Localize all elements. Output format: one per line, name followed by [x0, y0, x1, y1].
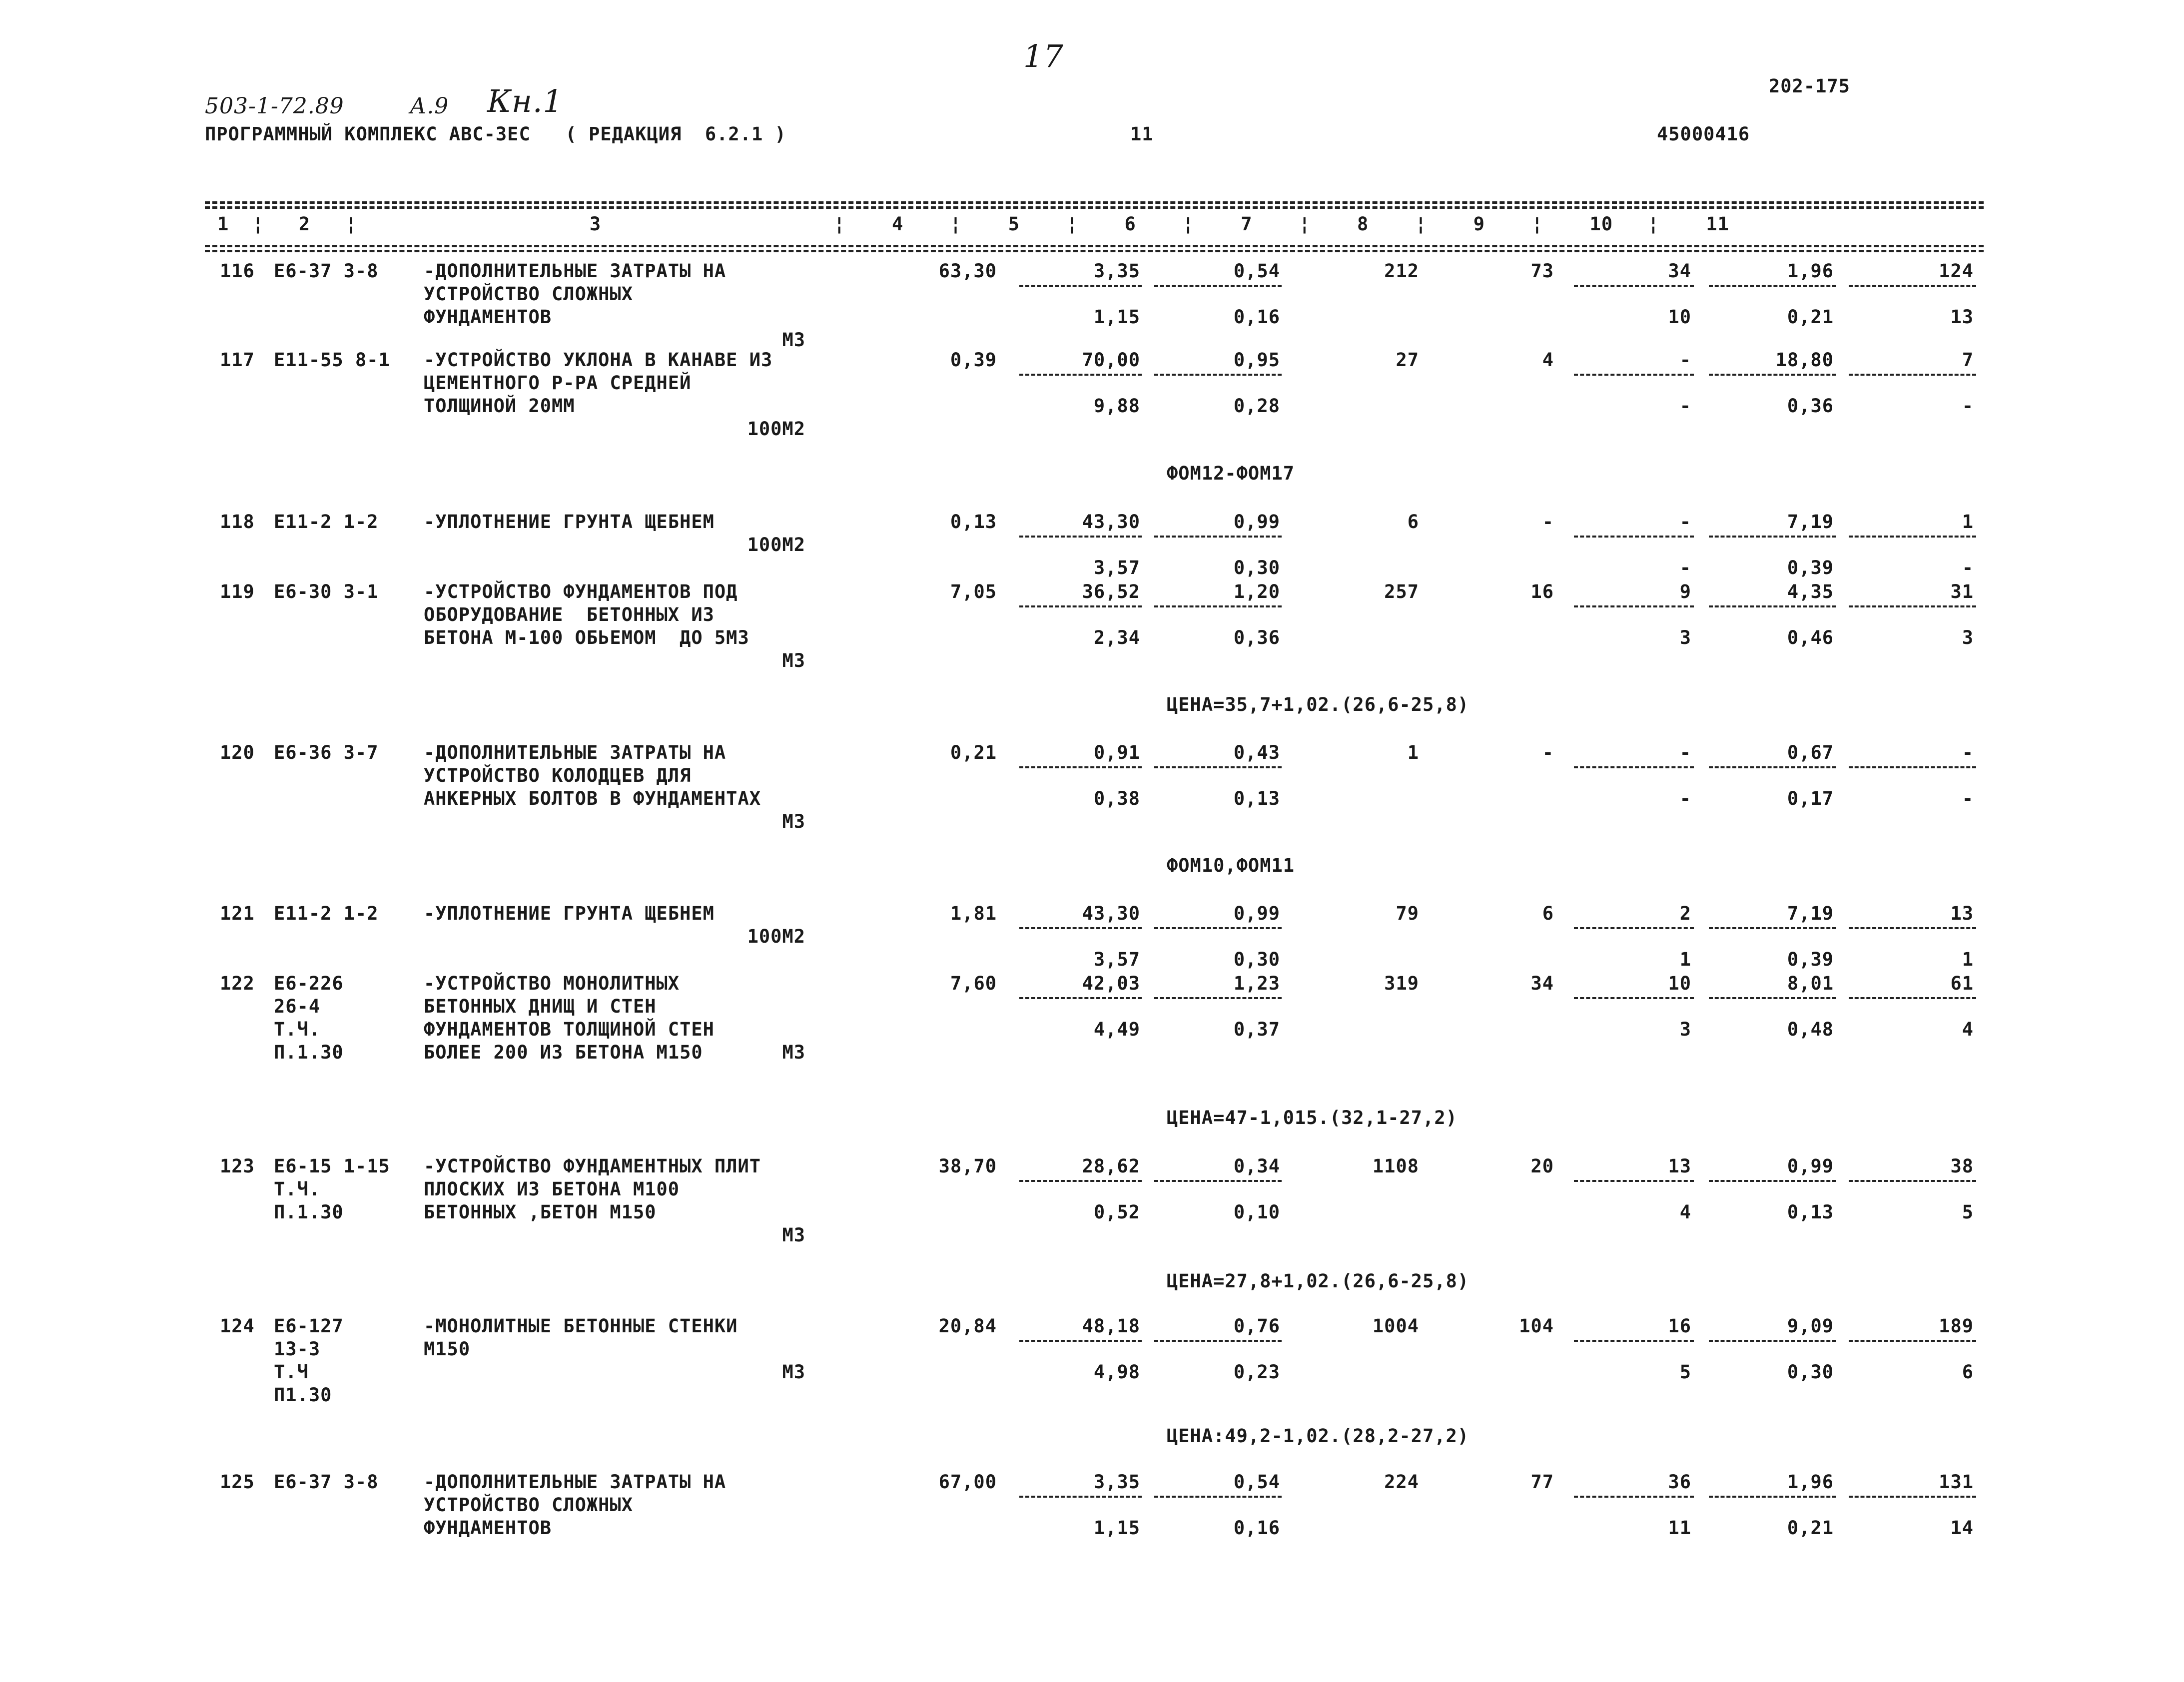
work-description: -ДОПОЛНИТЕЛЬНЫЕ ЗАТРАТЫ НА	[424, 1471, 727, 1493]
unit-price-value: 8,01	[1787, 973, 1834, 994]
unit-price-value: 43,30	[1082, 511, 1140, 533]
unit-price-value: 0,54	[1233, 1471, 1280, 1493]
unit-of-measure: М3	[782, 650, 805, 671]
unit-price-sub-value: 0,39	[1787, 557, 1834, 578]
unit-price-sub-value: -	[1962, 395, 1974, 417]
norm-code: П.1.30	[274, 1042, 344, 1063]
unit-price-value: 31	[1950, 581, 1974, 602]
wage-total-value: 77	[1530, 1471, 1554, 1493]
total-cost-value: 27	[1396, 349, 1419, 371]
fraction-rule	[1709, 1180, 1836, 1182]
unit-price-value: 189	[1939, 1315, 1974, 1337]
unit-price-sub-value: 0,52	[1093, 1201, 1140, 1223]
unit-price-value: 0,43	[1233, 742, 1280, 763]
fraction-rule	[1849, 374, 1976, 376]
total-cost-value: 319	[1384, 973, 1419, 994]
work-description: -УПЛОТНЕНИЕ ГРУНТА ЩЕБНЕМ	[424, 903, 715, 924]
unit-price-value: 36	[1668, 1471, 1691, 1493]
total-cost-value: 1004	[1372, 1315, 1419, 1337]
row-number: 118	[220, 511, 255, 533]
unit-price-sub-value: 0,28	[1233, 395, 1280, 417]
unit-price-sub-value: 4,98	[1093, 1361, 1140, 1383]
unit-price-sub-value: 4,49	[1093, 1019, 1140, 1040]
fraction-rule	[1019, 927, 1142, 929]
quantity-value: 0,39	[950, 349, 997, 371]
quantity-value: 67,00	[938, 1471, 997, 1493]
fraction-rule	[1154, 997, 1282, 999]
fraction-rule	[1019, 605, 1142, 607]
fraction-rule	[1019, 1496, 1142, 1498]
row-number: 116	[220, 260, 255, 282]
unit-price-value: 1,96	[1787, 260, 1834, 282]
unit-price-value: 1,23	[1233, 973, 1280, 994]
norm-code: Е11-55 8-1	[274, 349, 390, 371]
unit-price-value: 0,76	[1233, 1315, 1280, 1337]
row-number: 117	[220, 349, 255, 371]
wage-total-value: 104	[1519, 1315, 1554, 1337]
unit-price-value: 4,35	[1787, 581, 1834, 602]
unit-price-value: 1	[1962, 511, 1974, 533]
unit-price-sub-value: 5	[1679, 1361, 1691, 1383]
fraction-rule	[1709, 1340, 1836, 1342]
unit-price-value: 43,30	[1082, 903, 1140, 924]
unit-of-measure: М3	[782, 811, 805, 832]
fraction-rule	[1019, 536, 1142, 538]
quantity-value: 63,30	[938, 260, 997, 282]
unit-price-sub-value: 3,57	[1093, 557, 1140, 578]
work-description: ЦЕМЕНТНОГО Р-РА СРЕДНЕЙ	[424, 372, 692, 394]
wage-total-value: 4	[1542, 349, 1554, 371]
total-cost-value: 6	[1407, 511, 1419, 533]
unit-price-sub-value: 0,30	[1233, 557, 1280, 578]
unit-price-sub-value: 0,37	[1233, 1019, 1280, 1040]
fraction-rule	[1574, 997, 1694, 999]
fraction-rule	[1849, 1180, 1976, 1182]
work-description: БОЛЕЕ 200 ИЗ БЕТОНА М150	[424, 1042, 703, 1063]
unit-price-sub-value: 5	[1962, 1201, 1974, 1223]
unit-price-sub-value: 0,13	[1787, 1201, 1834, 1223]
work-description: -УСТРОЙСТВО ФУНДАМЕНТНЫХ ПЛИТ	[424, 1155, 761, 1177]
work-description: БЕТОННЫХ ,БЕТОН М150	[424, 1201, 657, 1223]
unit-price-sub-value: 9,88	[1093, 395, 1140, 417]
unit-of-measure: 100М2	[747, 418, 805, 440]
fraction-rule	[1849, 766, 1976, 768]
unit-price-value: 2	[1679, 903, 1691, 924]
unit-price-sub-value: 4	[1962, 1019, 1974, 1040]
work-description: -МОНОЛИТНЫЕ БЕТОННЫЕ СТЕНКИ	[424, 1315, 738, 1337]
row-number: 124	[220, 1315, 255, 1337]
total-cost-value: 79	[1396, 903, 1419, 924]
unit-price-value: 42,03	[1082, 973, 1140, 994]
unit-price-sub-value: 3	[1962, 627, 1974, 648]
unit-price-sub-value: 13	[1950, 306, 1974, 328]
total-cost-value: 1	[1407, 742, 1419, 763]
work-description: ФУНДАМЕНТОВ	[424, 1517, 552, 1539]
quantity-value: 7,05	[950, 581, 997, 602]
unit-price-value: 0,99	[1233, 511, 1280, 533]
work-description: УСТРОЙСТВО КОЛОДЦЕВ ДЛЯ	[424, 765, 692, 786]
unit-price-sub-value: -	[1962, 788, 1974, 809]
fraction-rule	[1574, 766, 1694, 768]
fraction-rule	[1709, 766, 1836, 768]
fraction-rule	[1709, 605, 1836, 607]
book-label: Кн.1	[487, 83, 563, 119]
wage-total-value: 16	[1530, 581, 1554, 602]
norm-code: Т.Ч.	[274, 1178, 321, 1200]
unit-price-value: 1,96	[1787, 1471, 1834, 1493]
unit-price-value: 9,09	[1787, 1315, 1834, 1337]
unit-price-value: 0,95	[1233, 349, 1280, 371]
fraction-rule	[1849, 1340, 1976, 1342]
unit-of-measure: 100М2	[747, 926, 805, 947]
fraction-rule	[1574, 1340, 1694, 1342]
unit-price-value: 124	[1939, 260, 1974, 282]
unit-price-sub-value: 0,39	[1787, 949, 1834, 970]
unit-price-sub-value: 3,57	[1093, 949, 1140, 970]
fraction-rule	[1849, 1496, 1976, 1498]
work-description: -ДОПОЛНИТЕЛЬНЫЕ ЗАТРАТЫ НА	[424, 742, 727, 763]
unit-price-sub-value: 1	[1679, 949, 1691, 970]
unit-price-sub-value: 0,48	[1787, 1019, 1834, 1040]
unit-price-sub-value: -	[1679, 395, 1691, 417]
norm-code: Е6-30 3-1	[274, 581, 379, 602]
sheet-number: 11	[1130, 123, 1154, 145]
fraction-rule	[1154, 1340, 1282, 1342]
work-description: ФУНДАМЕНТОВ ТОЛЩИНОЙ СТЕН	[424, 1019, 715, 1040]
unit-price-value: 0,67	[1787, 742, 1834, 763]
norm-code: Е6-15 1-15	[274, 1155, 390, 1177]
fraction-rule	[1019, 1340, 1142, 1342]
unit-price-sub-value: 0,16	[1233, 306, 1280, 328]
sheet-ref: 202-175	[1769, 75, 1850, 97]
price-note: ЦЕНА=35,7+1,02.(26,6-25,8)	[1167, 694, 1469, 715]
fraction-rule	[1709, 536, 1836, 538]
total-cost-value: 1108	[1372, 1155, 1419, 1177]
unit-price-value: -	[1679, 742, 1691, 763]
unit-price-value: 3,35	[1093, 260, 1140, 282]
fraction-rule	[1574, 927, 1694, 929]
unit-price-value: 38	[1950, 1155, 1974, 1177]
fraction-rule	[1154, 927, 1282, 929]
work-description: ОБОРУДОВАНИЕ БЕТОННЫХ ИЗ	[424, 604, 715, 625]
unit-price-value: -	[1679, 349, 1691, 371]
total-cost-value: 224	[1384, 1471, 1419, 1493]
wage-total-value: 20	[1530, 1155, 1554, 1177]
unit-price-sub-value: 1	[1962, 949, 1974, 970]
page-number: 17	[1023, 38, 1064, 74]
norm-code: 26-4	[274, 996, 321, 1017]
row-number: 122	[220, 973, 255, 994]
fraction-rule	[1019, 997, 1142, 999]
header-top-rule-2	[205, 206, 1984, 209]
row-number: 125	[220, 1471, 255, 1493]
unit-price-sub-value: 0,21	[1787, 306, 1834, 328]
fraction-rule	[1019, 285, 1142, 287]
unit-price-sub-value: 0,23	[1233, 1361, 1280, 1383]
norm-code: П.1.30	[274, 1201, 344, 1223]
unit-price-value: 7,19	[1787, 511, 1834, 533]
fraction-rule	[1574, 1496, 1694, 1498]
unit-price-sub-value: 0,17	[1787, 788, 1834, 809]
fraction-rule	[1019, 1180, 1142, 1182]
fraction-rule	[1574, 605, 1694, 607]
work-description: -УСТРОЙСТВО МОНОЛИТНЫХ	[424, 973, 680, 994]
wage-total-value: -	[1542, 742, 1554, 763]
work-description: ПЛОСКИХ ИЗ БЕТОНА М100	[424, 1178, 680, 1200]
unit-price-value: 16	[1668, 1315, 1691, 1337]
fraction-rule	[1154, 1180, 1282, 1182]
work-description: АНКЕРНЫХ БОЛТОВ В ФУНДАМЕНТАХ	[424, 788, 761, 809]
work-description: УСТРОЙСТВО СЛОЖНЫХ	[424, 283, 633, 305]
unit-price-sub-value: 0,16	[1233, 1517, 1280, 1539]
unit-of-measure: М3	[782, 1042, 805, 1063]
price-note: ЦЕНА=27,8+1,02.(26,6-25,8)	[1167, 1270, 1469, 1292]
work-description: ФУНДАМЕНТОВ	[424, 306, 552, 328]
norm-code: П1.30	[274, 1384, 332, 1406]
row-number: 119	[220, 581, 255, 602]
unit-of-measure: М3	[782, 1224, 805, 1246]
fraction-rule	[1849, 927, 1976, 929]
unit-price-sub-value: 0,36	[1233, 627, 1280, 648]
fraction-rule	[1574, 536, 1694, 538]
unit-price-sub-value: 0,46	[1787, 627, 1834, 648]
unit-price-value: -	[1679, 511, 1691, 533]
quantity-value: 38,70	[938, 1155, 997, 1177]
work-description: БЕТОННЫХ ДНИЩ И СТЕН	[424, 996, 657, 1017]
price-note: ФОМ12-ФОМ17	[1167, 463, 1295, 484]
work-description: ТОЛЩИНОЙ 20ММ	[424, 395, 575, 417]
unit-price-sub-value: -	[1679, 557, 1691, 578]
unit-price-sub-value: 14	[1950, 1517, 1974, 1539]
total-cost-value: 212	[1384, 260, 1419, 282]
unit-price-sub-value: 3	[1679, 1019, 1691, 1040]
price-note: ФОМ10,ФОМ11	[1167, 855, 1295, 876]
fraction-rule	[1574, 285, 1694, 287]
unit-of-measure: М3	[782, 1361, 805, 1383]
unit-price-sub-value: 0,30	[1233, 949, 1280, 970]
unit-price-sub-value: -	[1962, 557, 1974, 578]
unit-price-value: 7,19	[1787, 903, 1834, 924]
unit-price-sub-value: -	[1679, 788, 1691, 809]
fraction-rule	[1849, 285, 1976, 287]
fraction-rule	[1154, 374, 1282, 376]
unit-of-measure: 100М2	[747, 534, 805, 556]
fraction-rule	[1154, 605, 1282, 607]
unit-price-value: 18,80	[1775, 349, 1834, 371]
work-description: -ДОПОЛНИТЕЛЬНЫЕ ЗАТРАТЫ НА	[424, 260, 727, 282]
work-description: БЕТОНА М-100 ОБЬЕМОМ ДО 5М3	[424, 627, 749, 648]
unit-price-value: 70,00	[1082, 349, 1140, 371]
wage-total-value: 6	[1542, 903, 1554, 924]
quantity-value: 1,81	[950, 903, 997, 924]
unit-price-value: 36,52	[1082, 581, 1140, 602]
total-cost-value: 257	[1384, 581, 1419, 602]
wage-total-value: 73	[1530, 260, 1554, 282]
fraction-rule	[1154, 536, 1282, 538]
row-number: 123	[220, 1155, 255, 1177]
norm-code: Е11-2 1-2	[274, 903, 379, 924]
fraction-rule	[1709, 1496, 1836, 1498]
unit-price-sub-value: 0,10	[1233, 1201, 1280, 1223]
program-line: ПРОГРАММНЫЙ КОМПЛЕКС АВС-3ЕС ( РЕДАКЦИЯ 6.2.1 )	[205, 123, 786, 145]
unit-of-measure: М3	[782, 329, 805, 351]
unit-price-value: 34	[1668, 260, 1691, 282]
fraction-rule	[1709, 997, 1836, 999]
fraction-rule	[1154, 766, 1282, 768]
header-top-rule	[205, 201, 1984, 204]
quantity-value: 7,60	[950, 973, 997, 994]
unit-price-sub-value: 0,13	[1233, 788, 1280, 809]
norm-code: Е6-37 3-8	[274, 1471, 379, 1493]
unit-price-value: 0,99	[1233, 903, 1280, 924]
norm-code: Е6-37 3-8	[274, 260, 379, 282]
row-number: 120	[220, 742, 255, 763]
work-description: -УСТРОЙСТВО УКЛОНА В КАНАВЕ ИЗ	[424, 349, 773, 371]
fraction-rule	[1019, 374, 1142, 376]
album-label: А.9	[410, 93, 449, 119]
norm-code: Е6-127	[274, 1315, 344, 1337]
unit-price-value: 131	[1939, 1471, 1974, 1493]
unit-price-value: 61	[1950, 973, 1974, 994]
work-description: УСТРОЙСТВО СЛОЖНЫХ	[424, 1494, 633, 1516]
unit-price-value: 48,18	[1082, 1315, 1140, 1337]
unit-price-value: 0,91	[1093, 742, 1140, 763]
unit-price-value: 10	[1668, 973, 1691, 994]
unit-price-value: 3,35	[1093, 1471, 1140, 1493]
norm-code: Е11-2 1-2	[274, 511, 379, 533]
doc-code: 503-1-72.89	[205, 93, 344, 119]
unit-price-sub-value: 6	[1962, 1361, 1974, 1383]
unit-price-sub-value: 11	[1668, 1517, 1691, 1539]
unit-price-sub-value: 0,21	[1787, 1517, 1834, 1539]
unit-price-value: 13	[1950, 903, 1974, 924]
unit-price-value: 13	[1668, 1155, 1691, 1177]
unit-price-value: 9	[1679, 581, 1691, 602]
work-description: -УСТРОЙСТВО ФУНДАМЕНТОВ ПОД	[424, 581, 738, 602]
norm-code: 13-3	[274, 1338, 321, 1360]
work-description: М150	[424, 1338, 471, 1360]
norm-code: Е6-226	[274, 973, 344, 994]
unit-price-sub-value: 2,34	[1093, 627, 1140, 648]
fraction-rule	[1849, 536, 1976, 538]
price-note: ЦЕНА:49,2-1,02.(28,2-27,2)	[1167, 1425, 1469, 1447]
quantity-value: 20,84	[938, 1315, 997, 1337]
quantity-value: 0,13	[950, 511, 997, 533]
fraction-rule	[1709, 285, 1836, 287]
wage-total-value: -	[1542, 511, 1554, 533]
unit-price-sub-value: 0,30	[1787, 1361, 1834, 1383]
unit-price-value: 1,20	[1233, 581, 1280, 602]
fraction-rule	[1709, 927, 1836, 929]
fraction-rule	[1574, 1180, 1694, 1182]
row-number: 121	[220, 903, 255, 924]
doc-code-number: 45000416	[1657, 123, 1750, 145]
unit-price-sub-value: 10	[1668, 306, 1691, 328]
unit-price-sub-value: 0,38	[1093, 788, 1140, 809]
fraction-rule	[1709, 374, 1836, 376]
price-note: ЦЕНА=47-1,015.(32,1-27,2)	[1167, 1107, 1457, 1128]
fraction-rule	[1849, 997, 1976, 999]
header-bottom-rule-2	[205, 250, 1984, 252]
norm-code: Т.Ч.	[274, 1019, 321, 1040]
unit-price-value: -	[1962, 742, 1974, 763]
wage-total-value: 34	[1530, 973, 1554, 994]
unit-price-sub-value: 4	[1679, 1201, 1691, 1223]
header-bottom-rule	[205, 245, 1984, 247]
fraction-rule	[1849, 605, 1976, 607]
unit-price-sub-value: 1,15	[1093, 1517, 1140, 1539]
unit-price-sub-value: 1,15	[1093, 306, 1140, 328]
quantity-value: 0,21	[950, 742, 997, 763]
unit-price-value: 7	[1962, 349, 1974, 371]
fraction-rule	[1154, 285, 1282, 287]
fraction-rule	[1574, 374, 1694, 376]
column-header-row: 1 ¦ 2 ¦ 3 ¦ 4 ¦ 5 ¦ 6 ¦ 7 ¦ 8 ¦ 9 ¦ 10 ¦ 11	[217, 213, 1729, 235]
fraction-rule	[1154, 1496, 1282, 1498]
fraction-rule	[1019, 766, 1142, 768]
unit-price-value: 0,99	[1787, 1155, 1834, 1177]
work-description: -УПЛОТНЕНИЕ ГРУНТА ЩЕБНЕМ	[424, 511, 715, 533]
unit-price-value: 28,62	[1082, 1155, 1140, 1177]
unit-price-sub-value: 3	[1679, 627, 1691, 648]
norm-code: Е6-36 3-7	[274, 742, 379, 763]
unit-price-value: 0,34	[1233, 1155, 1280, 1177]
unit-price-sub-value: 0,36	[1787, 395, 1834, 417]
unit-price-value: 0,54	[1233, 260, 1280, 282]
norm-code: Т.Ч	[274, 1361, 309, 1383]
